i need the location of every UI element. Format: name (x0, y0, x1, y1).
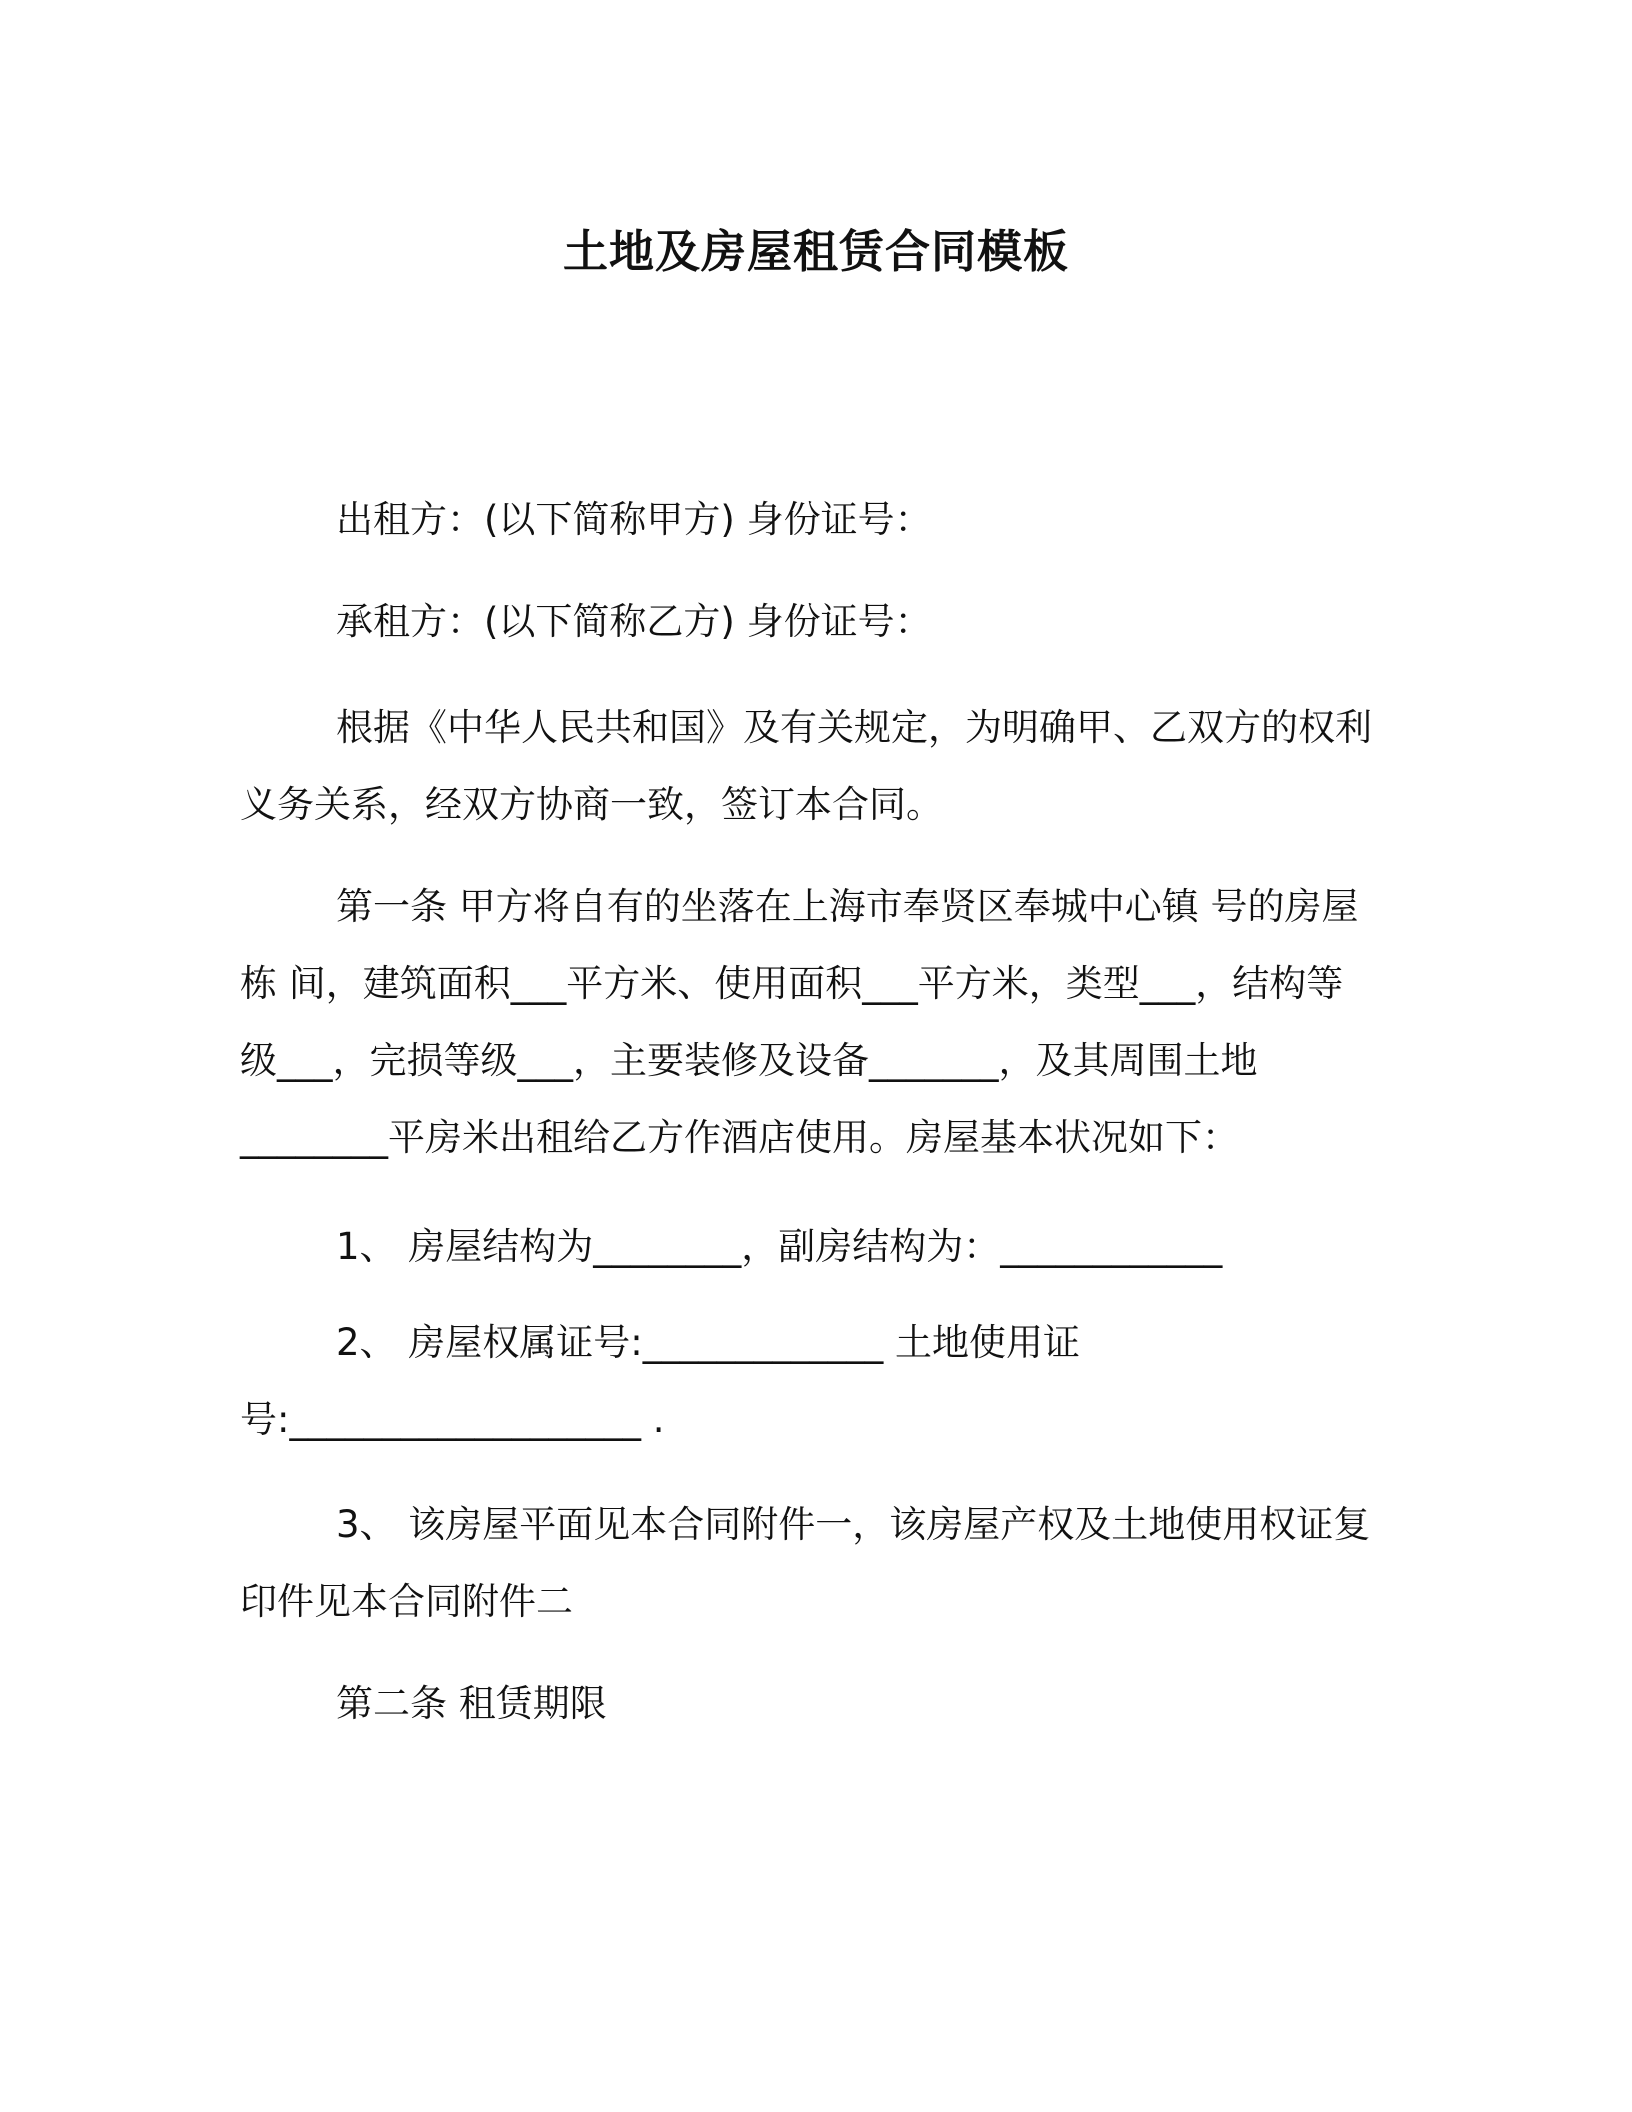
lessor-line: 出租方：(以下简称甲方) 身份证号： (336, 498, 932, 541)
item-1-line: 1、 房屋结构为________，副房结构为：____________ (336, 1225, 1223, 1268)
preamble-line-2: 义务关系，经双方协商一致，签订本合同。 (240, 783, 943, 826)
lessee-line: 承租方：(以下简称乙方) 身份证号： (336, 600, 932, 643)
article-1-line-2: 栋 间，建筑面积___平方米、使用面积___平方米，类型___，结构等 (240, 962, 1344, 1005)
document-title: 土地及房屋租赁合同模板 (562, 225, 1069, 278)
item-2-line-2: 号:___________________ . (240, 1398, 665, 1441)
article-1-line-1: 第一条 甲方将自有的坐落在上海市奉贤区奉城中心镇 号的房屋 (336, 885, 1359, 928)
item-2-line-1: 2、 房屋权属证号:_____________ 土地使用证 (336, 1321, 1081, 1364)
article-1-line-3: 级___，完损等级___，主要装修及设备_______，及其周围土地 (240, 1039, 1258, 1082)
item-3-line-1: 3、 该房屋平面见本合同附件一，该房屋产权及土地使用权证复 (336, 1503, 1371, 1546)
article-2-heading: 第二条 租赁期限 (336, 1682, 607, 1725)
article-1-line-4: ________平房米出租给乙方作酒店使用。房屋基本状况如下： (240, 1116, 1239, 1159)
preamble-line-1: 根据《中华人民共和国》及有关规定，为明确甲、乙双方的权利 (336, 706, 1372, 749)
item-3-line-2: 印件见本合同附件二 (240, 1580, 573, 1623)
